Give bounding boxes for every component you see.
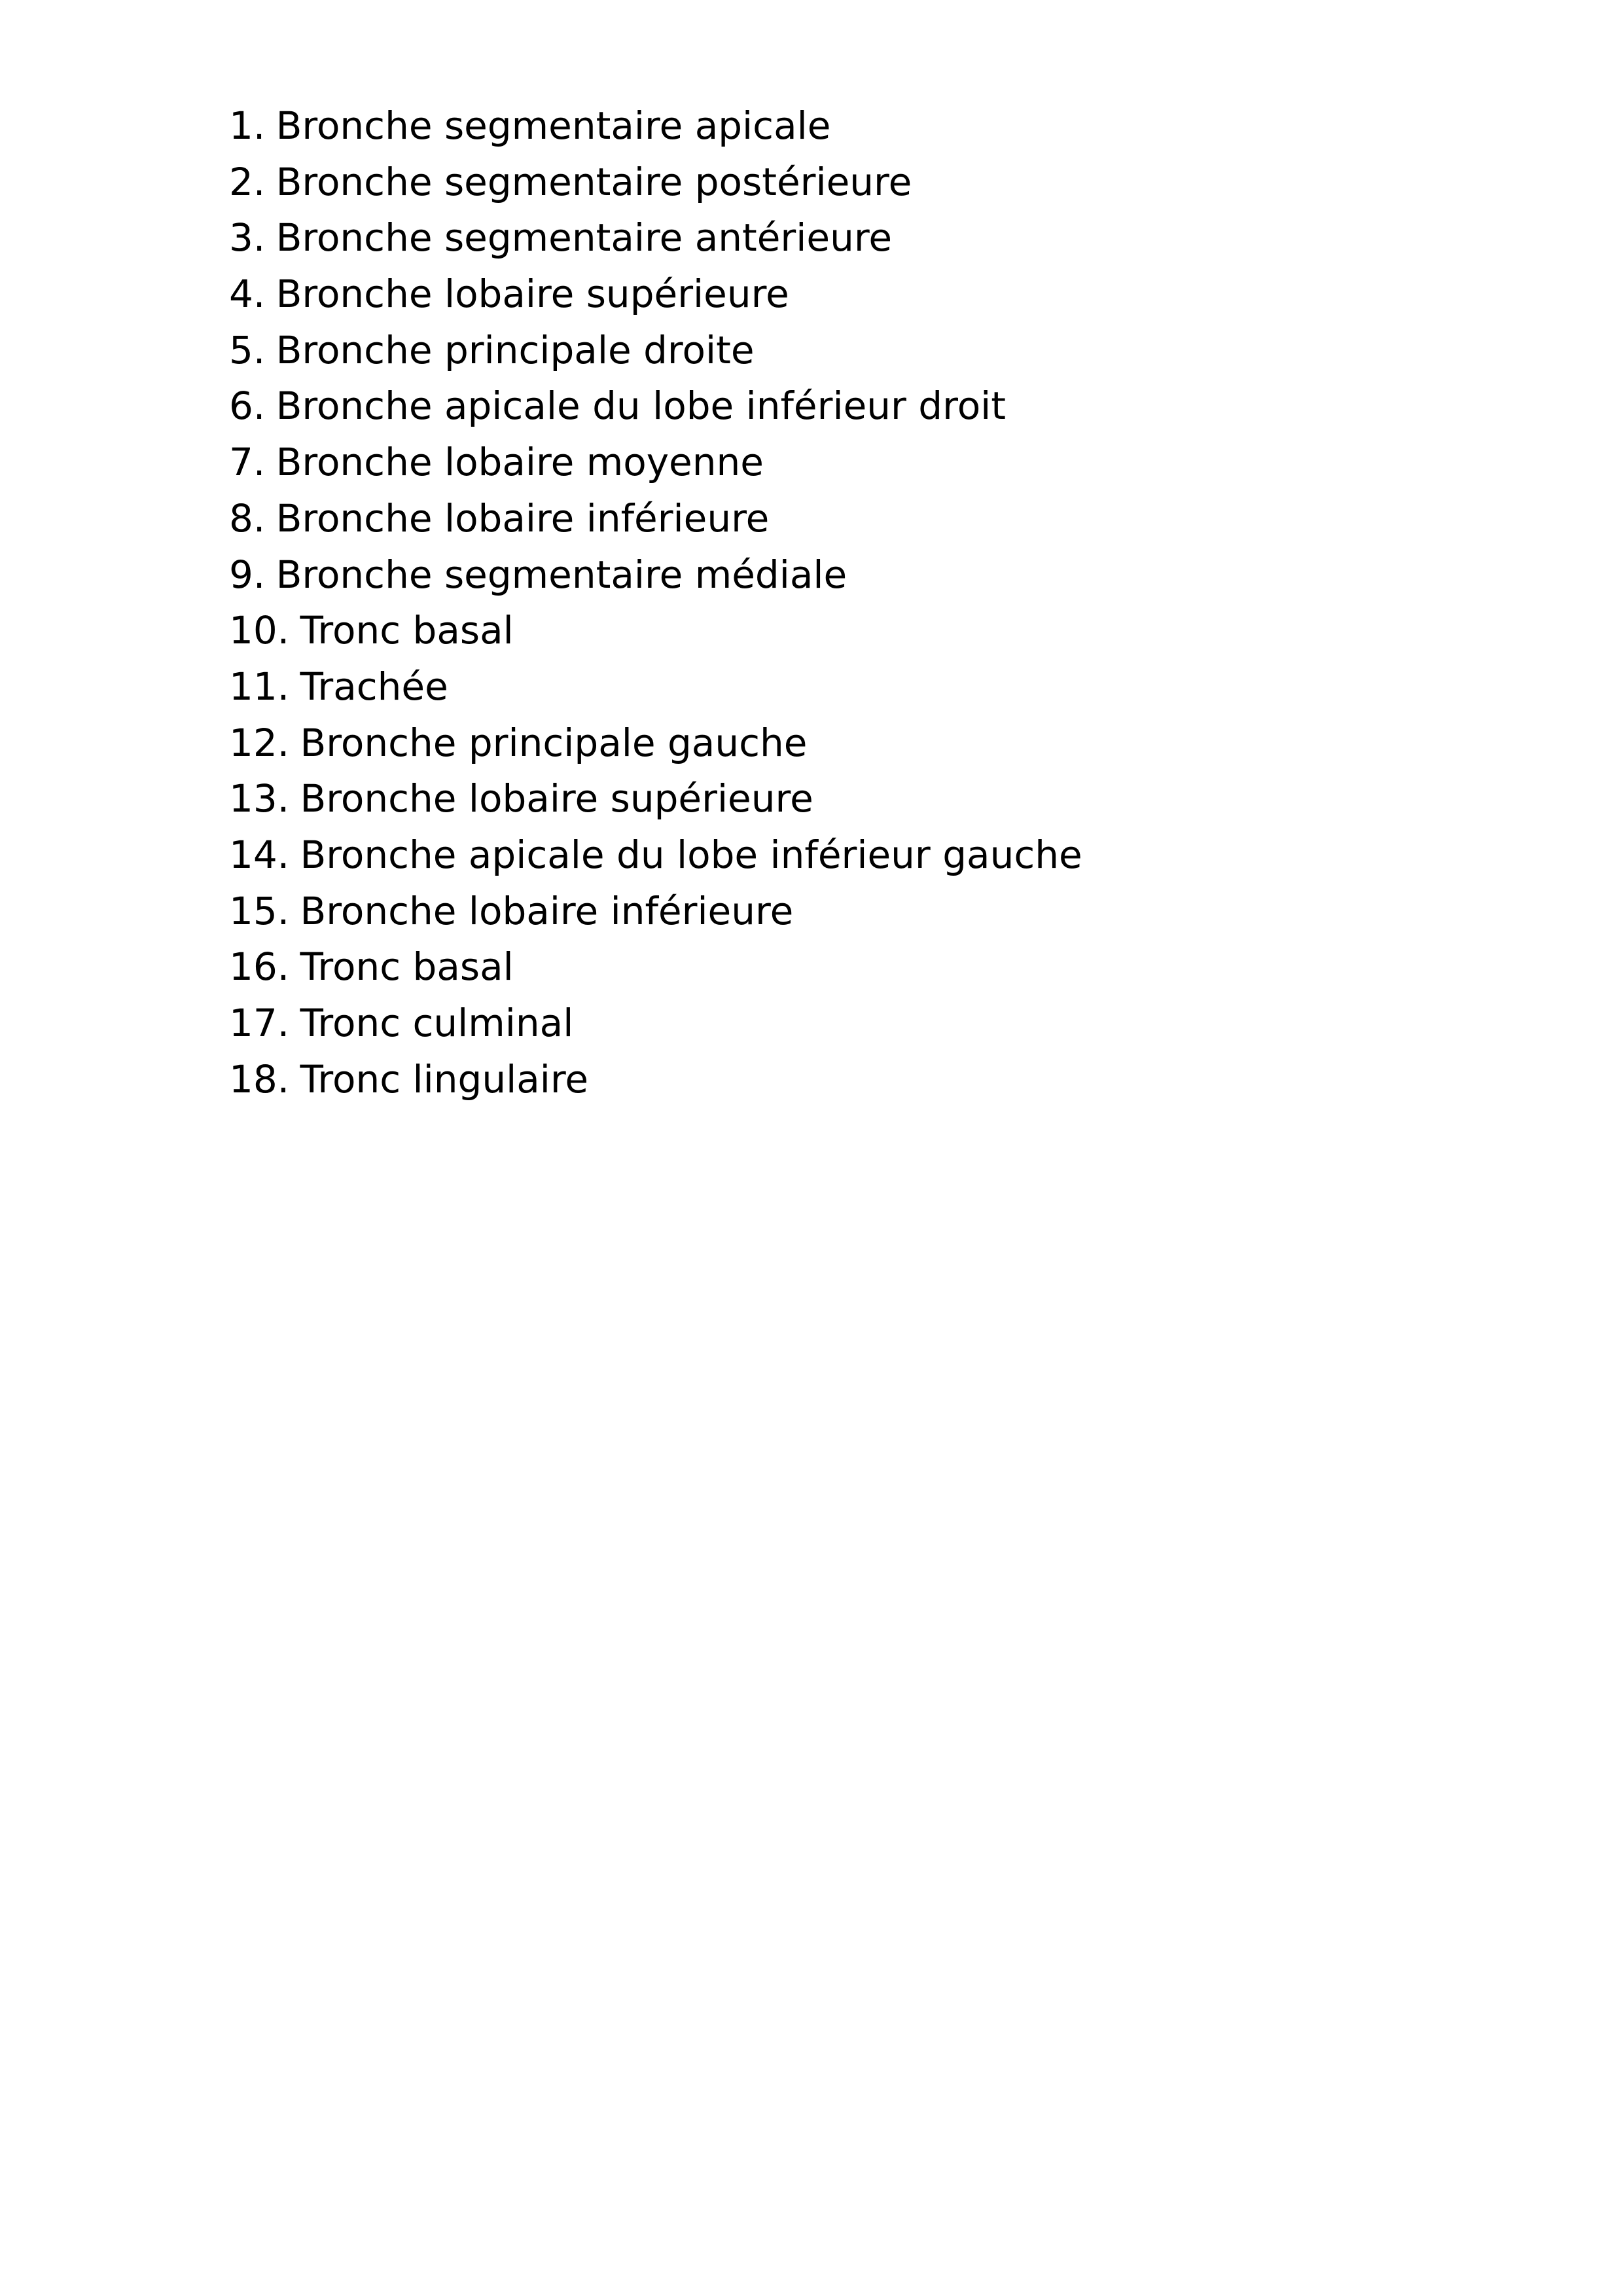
list-item	[229, 659, 1082, 715]
item-label: Tronc basal	[300, 944, 514, 990]
list-item	[229, 435, 1082, 491]
item-label: Bronche segmentaire médiale	[276, 552, 847, 597]
list-item	[229, 603, 1082, 659]
item-label: Bronche segmentaire antérieure	[276, 215, 893, 260]
list-item	[229, 771, 1082, 827]
list-item	[229, 1052, 1082, 1108]
item-number: 14.	[229, 832, 290, 877]
item-label: Tronc culminal	[300, 1001, 574, 1045]
item-label: Bronche segmentaire postérieure	[276, 159, 912, 204]
item-number: 7.	[229, 440, 266, 485]
list-item	[229, 827, 1082, 884]
list-item	[229, 547, 1082, 603]
item-label: Tronc lingulaire	[300, 1056, 589, 1102]
item-number: 11.	[229, 664, 290, 709]
item-label: Bronche apicale du lobe inférieur gauche	[300, 832, 1082, 877]
anatomy-legend-list	[229, 98, 1082, 1107]
item-number: 9.	[229, 552, 266, 597]
item-number: 13.	[229, 776, 290, 821]
item-label: Bronche lobaire supérieure	[276, 272, 789, 317]
item-label: Bronche principale droite	[276, 327, 755, 372]
list-item	[229, 939, 1082, 996]
item-label: Bronche lobaire inférieure	[300, 888, 794, 933]
list-item	[229, 996, 1082, 1052]
list-item	[229, 266, 1082, 323]
list-item	[229, 378, 1082, 435]
list-item	[229, 323, 1082, 379]
item-number: 6.	[229, 384, 266, 429]
list-item	[229, 715, 1082, 772]
item-label: Tronc basal	[300, 608, 514, 653]
item-number: 4.	[229, 272, 266, 317]
list-item	[229, 154, 1082, 211]
list-item	[229, 884, 1082, 940]
item-number: 5.	[229, 327, 266, 372]
item-number: 17.	[229, 1001, 290, 1045]
item-number: 12.	[229, 720, 290, 765]
item-number: 16.	[229, 944, 290, 990]
item-label: Bronche apicale du lobe inférieur droit	[276, 384, 1007, 429]
item-label: Bronche principale gauche	[300, 720, 808, 765]
item-number: 8.	[229, 495, 266, 541]
item-label: Bronche lobaire moyenne	[276, 440, 764, 485]
item-number: 15.	[229, 888, 290, 933]
item-number: 2.	[229, 159, 266, 204]
item-number: 3.	[229, 215, 266, 260]
item-label: Bronche segmentaire apicale	[276, 103, 831, 148]
item-number: 18.	[229, 1056, 290, 1102]
list-item	[229, 98, 1082, 154]
list-item	[229, 491, 1082, 547]
item-label: Bronche lobaire supérieure	[300, 776, 813, 821]
item-number: 10.	[229, 608, 290, 653]
list-item	[229, 210, 1082, 266]
item-label: Bronche lobaire inférieure	[276, 495, 770, 541]
item-label: Trachée	[300, 664, 448, 709]
item-number: 1.	[229, 103, 266, 148]
